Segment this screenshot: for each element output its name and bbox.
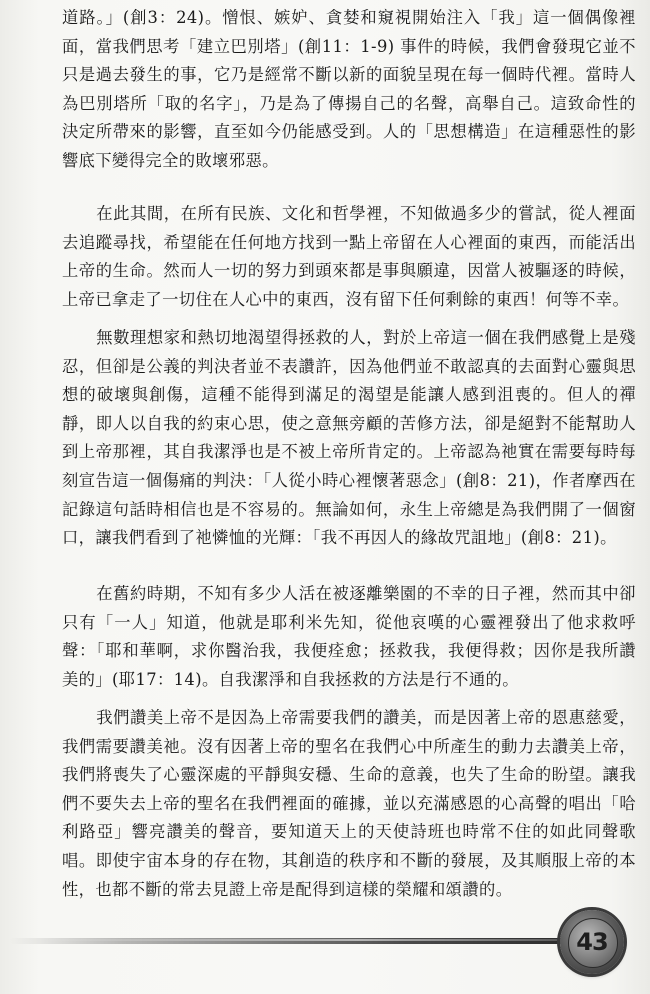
paragraph-2: 在此其間，在所有民族、文化和哲學裡，不知做過多少的嘗試，從人裡面去追蹤尋找，希望能在任何地方找到一點上帝留在人心裡面的東西，而能活出上帝的生命。然而人一切的努力到頭來都是事與願違，因當人被驅逐的時候，上帝已拿走了一切住在人心中的東西，沒有留下任何剩餘的東西！何等不幸。	[62, 204, 636, 309]
paragraph-3: 無數理想家和熱切地渴望得拯救的人，對於上帝這一個在我們感覺上是殘忍，但卻是公義的判決者並不表讚許，因為他們並不敢認真的去面對心靈與思想的破壞與創傷，這種不能得到滿足的渴望是能讓人感到沮喪的。但人的禪靜，即人以自我的約束心思，使之意無旁顧的苦修方法，卻是絕對不能幫助人到上帝那裡，其自我潔淨也是不被上帝所肯定的。上帝認為祂實在需要每時每刻宣告這一個傷痛的判決：「人從小時心裡懷著惡念」(創8：21)，作者摩西在記錄這句話時相信也是不容易的。無論如何，永生上帝總是為我們開了一個窗口，讓我們看到了祂憐恤的光輝：「我不再因人的緣故咒詛地」(創8：21)。	[62, 328, 636, 548]
page-number-badge	[560, 910, 624, 974]
paragraph-5: 我們讚美上帝不是因為上帝需要我們的讚美，而是因著上帝的恩惠慈愛，我們需要讚美祂。沒有因著上帝的聖名在我們心中所產生的動力去讚美上帝，我們將喪失了心靈深處的平靜與安穩、生命的意義，也失了生命的盼望。讓我們不要失去上帝的聖名在我們裡面的確據，並以充滿感恩的心高聲的唱出「哈利路亞」響亮讚美的聲音，要知道天上的天使詩班也時常不住的如此同聲歌唱。即使宇宙本身的存在物，其創造的秩序和不斷的發展，及其順服上帝的本性，也都不斷的常去見證上帝是配得到這樣的榮耀和頌讚的。	[62, 708, 636, 899]
paragraph-4: 在舊約時期，不知有多少人活在被逐離樂園的不幸的日子裡，然而其中卻只有「一人」知道，他就是耶利米先知，從他哀嘆的心靈裡發出了他求救呼聲：「耶和華啊，求你醫治我，我便痊愈；拯救我，我便得救；因你是我所讚美的」(耶17：14)。自我潔淨和自我拯救的方法是行不通的。	[62, 584, 636, 689]
page-number: 43	[576, 928, 608, 956]
paragraph-1: 道路。」(創3：24)。憎恨、嫉妒、貪婪和窺視開始注入「我」這一個偶像裡面，當我們思考「建立巴別塔」(創11：1-9) 事件的時候，我們會發現它並不只是過去發生的事，它乃是經常不斷以新的面貌呈現在每一個時代裡。當時人為巴別塔所「取的名字」，乃是為了傳揚自己的名聲，高舉自己。這致命性的決定所帶來的影響，直至如今仍能感受到。人的「思想構造」在這種惡性的影響底下變得完全的敗壞邪惡。	[62, 8, 636, 170]
footer-rule-highlight	[40, 939, 570, 941]
